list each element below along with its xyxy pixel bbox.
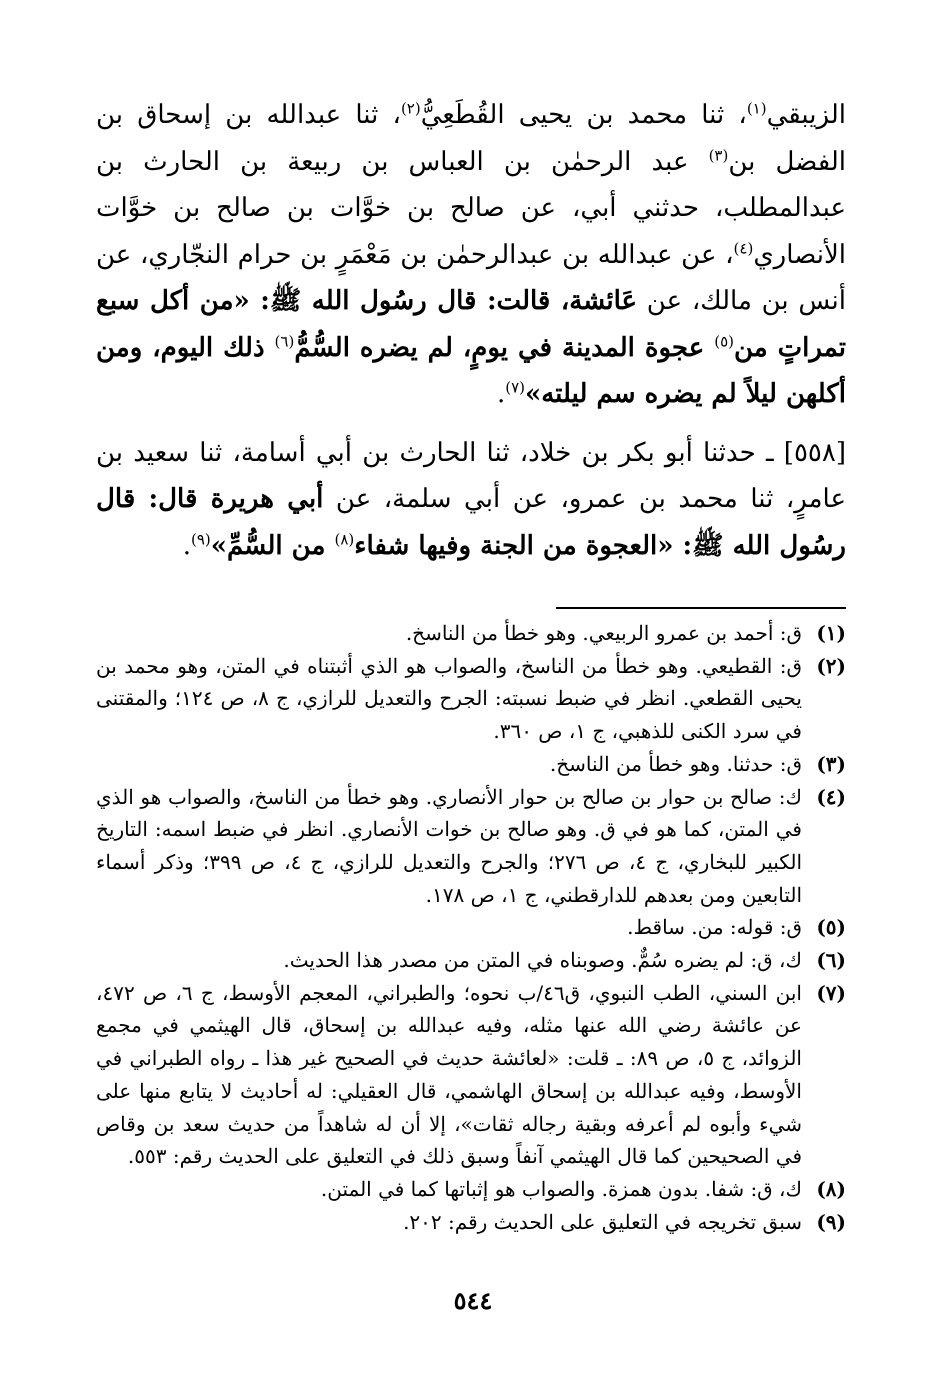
footnote-ref[interactable]: (٢) <box>400 99 421 118</box>
main-text <box>96 92 846 569</box>
footnote-number: (٢) <box>816 653 846 678</box>
hadith-bold-text: من السُّمِّ» <box>210 530 335 561</box>
page-number: ٥٤٤ <box>453 1286 493 1315</box>
footnote-number: (٦) <box>816 948 846 973</box>
footnote-text: ق: أحمد بن عمرو الربيعي. وهو خطأ من الناسخ. <box>405 621 802 645</box>
footnote-item <box>96 748 846 781</box>
text-run: ، ثنا عبدالله بن إسحاق بن الفضل بن <box>96 100 847 177</box>
footnote-text: ق: حدثنا. وهو خطأ من الناسخ. <box>549 751 802 776</box>
footnote-item <box>96 977 846 1173</box>
text-run: . <box>182 530 191 561</box>
footnote-ref[interactable]: (٧) <box>505 378 525 397</box>
text-run: ، عن عبدالله بن عبدالرحمٰن بن مَعْمَرٍ بن حرام النجّاري، عن أنس بن مالك، عن <box>96 239 846 316</box>
footnote-number: (٩) <box>816 1209 846 1234</box>
footnote-text: ق: القطيعي. وهو خطأ من الناسخ، والصواب هو الذي أثبتناه في المتن، وهو محمد بن يحيى القطعي. انظر في ضبط نسبته: الجرح والتعديل للرازي، ج ٨، ص ١٢٤؛ والمقتنى في سرد الكنى للذهبي، ج ١، ص ٣٦٠. <box>96 653 803 744</box>
paragraph-hadith-557 <box>96 92 846 418</box>
footnote-ref[interactable]: (٩) <box>190 529 211 548</box>
footnote-text: ابن السني، الطب النبوي، ق٤٦/ب نحوه؛ والطبراني، المعجم الأوسط، ج ٦، ص ٤٧٢، عن عائشة رضي الله عنها مثله، وفيه عبدالله بن إسحاق، قال الهيثمي في مجمع الزوائد، ج ٥، ص ٨٩: ـ قلت: «لعائشة حديث في الصحيح غير هذا ـ رواه الطبراني في الأوسط، وفيه عبدالله بن إسحاق الهاشمي، قال العقيلي: له أحاديث لا يتابع منها على شيء وأبوه لم أعرفه وبقية رجاله ثقات»، إلا أن له شاهداً من حديث سعد بن وقاص في الصحيحين كما قال الهيثمي آنفاً وسبق ذلك في التعليق على الحديث رقم: ٥٥٣. <box>96 980 802 1169</box>
footnote-ref[interactable]: (٥) <box>714 331 734 350</box>
footnote-text: ك، ق: شفا. بدون همزة. والصواب هو إثباتها كما في المتن. <box>320 1176 802 1201</box>
footnote-item <box>96 781 846 912</box>
hadith-bold-text: عَائشة، قالت: قال رسُول الله ﷺ: «من أكل سبع تمراتٍ من <box>96 286 846 363</box>
text-run: الزيبقي <box>766 100 846 130</box>
paragraph-hadith-558 <box>96 430 846 570</box>
text-run: ، ثنا محمد بن يحيى القُطَعِيُّ <box>420 100 747 130</box>
footnote-number: (١) <box>816 621 846 645</box>
hadith-bold-text: ذلك اليوم، ومن أكلهن ليلاً لم يضره سم ليلته» <box>96 332 846 409</box>
footnote-ref[interactable]: (٨) <box>334 529 355 548</box>
footnote-text: ق: قوله: من. ساقط. <box>627 915 802 940</box>
footnote-number: (٥) <box>816 915 846 940</box>
footnote-ref[interactable]: (٦) <box>274 331 295 350</box>
footnote-number: (٧) <box>816 980 846 1005</box>
footnote-separator <box>556 607 846 609</box>
hadith-bold-text: عجوة المدينة في يومٍ، لم يضره السُّمُّ <box>294 332 715 363</box>
text-run: . <box>496 379 506 409</box>
text-run: عبد الرحمٰن بن العباس بن ربيعة بن الحارث بن عبدالمطلب، حدثني أبي، عن صالح بن خوَّات بن صالح بن خوَّات الأنصاري <box>96 146 846 270</box>
footnote-item <box>96 1173 846 1206</box>
footnote-text: ك، ق: لم يضره سُمٌّ. وصوبناه في المتن من مصدر هذا الحديث. <box>283 948 802 973</box>
footnote-number: (٨) <box>816 1176 846 1201</box>
footnote-item <box>96 944 846 977</box>
footnote-text: سبق تخريجه في التعليق على الحديث رقم: ٢٠٢. <box>403 1209 802 1234</box>
hadith-bold-text: أبي هريرة قال: قال رسُول الله ﷺ: «العجوة من الجنة وفيها شفاء <box>96 484 846 561</box>
footnote-ref[interactable]: (١) <box>746 99 767 118</box>
footnote-item <box>96 617 846 650</box>
footnote-text: ك: صالح بن حوار بن صالح بن حوار الأنصاري. وهو خطأ من الناسخ، والصواب هو الذي في المتن، كما هو في ق. وهو صالح بن خوات الأنصاري. انظر في ضبط اسمه: التاريخ الكبير للبخاري، ج ٤، ص ٢٧٦؛ والجرح والتعديل للرازي، ج ٤، ص ٣٩٩؛ وذكر أسماء التابعين ومن بعدهم للدارقطني، ج ١، ص ١٧٨. <box>96 784 802 907</box>
text-run: [٥٥٨] ـ حدثنا أبو بكر بن خلاد، ثنا الحارث بن أبي أسامة، ثنا سعيد بن عامرٍ، ثنا محمد بن عمرو، عن أبي سلمة، عن <box>96 437 846 514</box>
footnote-item <box>96 650 846 748</box>
footnotes <box>96 617 846 1238</box>
footnote-ref[interactable]: (٤) <box>733 238 754 257</box>
footnote-item <box>96 1206 846 1239</box>
footnote-ref[interactable]: (٣) <box>708 145 729 164</box>
footnote-number: (٣) <box>816 751 846 776</box>
footnote-number: (٤) <box>816 784 846 809</box>
footnote-item <box>96 911 846 944</box>
